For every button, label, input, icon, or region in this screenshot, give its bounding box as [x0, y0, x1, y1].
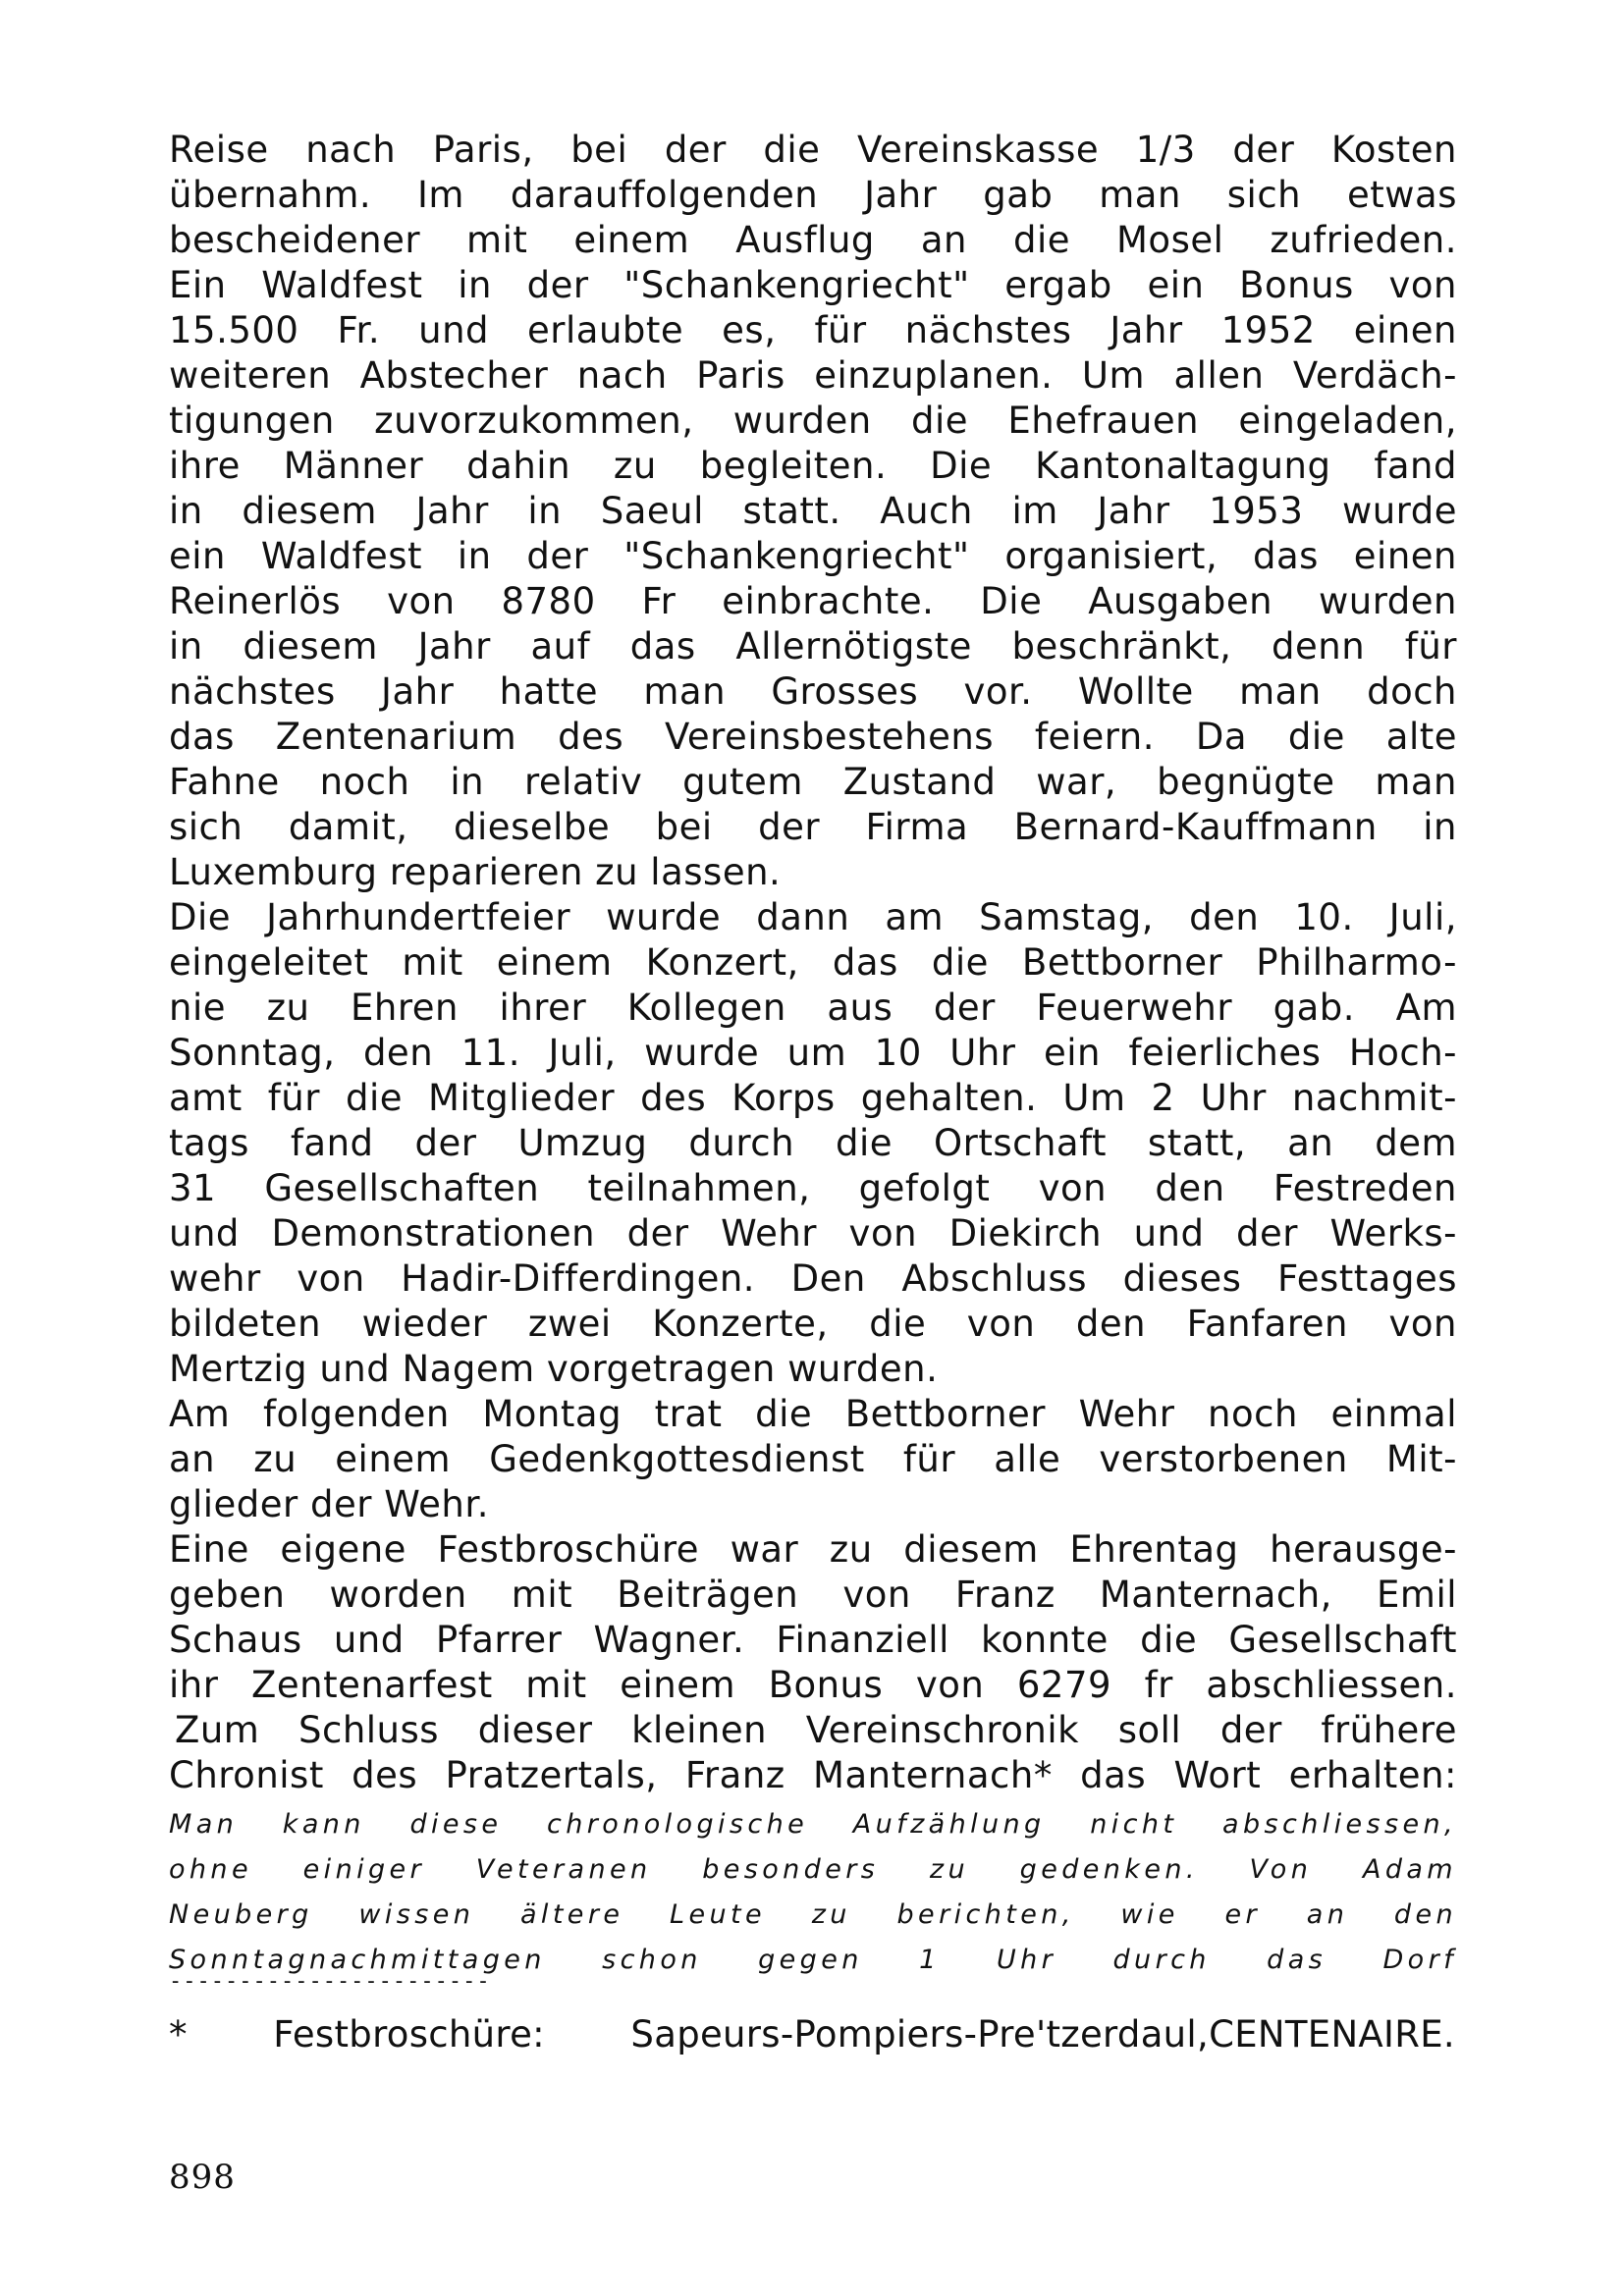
text-line: Die Jahrhundertfeier wurde dann am Samstag, den 10. Juli,: [169, 896, 1457, 938]
text-line: übernahm. Im darauffolgenden Jahr gab man sich etwas: [169, 174, 1457, 216]
text-line: tags fand der Umzug durch die Ortschaft statt, an dem: [169, 1122, 1457, 1164]
text-line: ihre Männer dahin zu begleiten. Die Kantonaltagung fand: [169, 445, 1457, 487]
text-line: wehr von Hadir-Differdingen. Den Abschluss dieses Festtages: [169, 1257, 1457, 1300]
text-line: Chronist des Pratzertals, Franz Manternach* das Wort erhalten:: [169, 1754, 1457, 1796]
text-line: an zu einem Gedenkgottesdienst für alle verstorbenen Mit-: [169, 1438, 1457, 1480]
page-number: 898: [169, 2158, 236, 2197]
text-line: ihr Zentenarfest mit einem Bonus von 6279 fr abschliessen.: [169, 1664, 1457, 1706]
text-line: Reinerlös von 8780 Fr einbrachte. Die Ausgaben wurden: [169, 580, 1457, 622]
text-line: 15.500 Fr. und erlaubte es, für nächstes Jahr 1952 einen: [169, 309, 1457, 351]
text-line: nie zu Ehren ihrer Kollegen aus der Feuerwehr gab. Am: [169, 987, 1457, 1029]
quote-line: Neuberg wissen ältere Leute zu berichten, wie er an den: [169, 1899, 1457, 1930]
quote-line: Man kann diese chronologische Aufzählung nicht abschliessen,: [169, 1809, 1457, 1840]
text-line: eingeleitet mit einem Konzert, das die Bettborner Philharmo-: [169, 941, 1457, 984]
text-line: Luxemburg reparieren zu lassen.: [169, 851, 782, 893]
text-line: weiteren Abstecher nach Paris einzuplanen. Um allen Verdäch-: [169, 354, 1457, 397]
footnote: * Festbroschüre: Sapeurs-Pompiers-Pre'tzerdaul,CENTENAIRE.: [169, 2013, 1455, 2056]
quote-line: Sonntagnachmittagen schon gegen 1 Uhr durch das Dorf: [169, 1945, 1457, 1975]
text-line: ein Waldfest in der "Schankengriecht" organisiert, das einen: [169, 535, 1457, 577]
text-line: Mertzig und Nagem vorgetragen wurden.: [169, 1348, 939, 1390]
text-line: Ein Waldfest in der "Schankengriecht" ergab ein Bonus von: [169, 264, 1457, 306]
text-line: bescheidener mit einem Ausflug an die Mosel zufrieden.: [169, 219, 1457, 261]
text-line: glieder der Wehr.: [169, 1483, 489, 1525]
text-line: Eine eigene Festbroschüre war zu diesem Ehrentag herausge-: [169, 1528, 1457, 1571]
text-line: Schaus und Pfarrer Wagner. Finanziell konnte die Gesellschaft: [169, 1619, 1457, 1661]
text-line: tigungen zuvorzukommen, wurden die Ehefrauen eingeladen,: [169, 400, 1457, 442]
text-line: Fahne noch in relativ gutem Zustand war, begnügte man: [169, 761, 1457, 803]
text-line: Zum Schluss dieser kleinen Vereinschronik soll der frühere: [175, 1709, 1457, 1751]
text-line: bildeten wieder zwei Konzerte, die von den Fanfaren von: [169, 1303, 1457, 1345]
text-line: 31 Gesellschaften teilnahmen, gefolgt von den Festreden: [169, 1167, 1457, 1209]
text-line: geben worden mit Beiträgen von Franz Manternach, Emil: [169, 1574, 1457, 1616]
footnote-rule: -----------------------: [169, 1969, 491, 1994]
text-line: das Zentenarium des Vereinsbestehens feiern. Da die alte: [169, 716, 1457, 758]
text-line: amt für die Mitglieder des Korps gehalten. Um 2 Uhr nachmit-: [169, 1077, 1457, 1119]
text-line: nächstes Jahr hatte man Grosses vor. Wollte man doch: [169, 670, 1457, 713]
text-line: in diesem Jahr in Saeul statt. Auch im Jahr 1953 wurde: [169, 490, 1457, 532]
quote-line: ohne einiger Veteranen besonders zu gedenken. Von Adam: [169, 1854, 1457, 1885]
text-line: Reise nach Paris, bei der die Vereinskasse 1/3 der Kosten: [169, 129, 1457, 171]
text-line: und Demonstrationen der Wehr von Diekirch und der Werks-: [169, 1212, 1457, 1255]
text-line: Sonntag, den 11. Juli, wurde um 10 Uhr ein feierliches Hoch-: [169, 1032, 1457, 1074]
text-line: in diesem Jahr auf das Allernötigste beschränkt, denn für: [169, 625, 1457, 667]
text-line: sich damit, dieselbe bei der Firma Bernard-Kauffmann in: [169, 806, 1457, 848]
text-line: Am folgenden Montag trat die Bettborner Wehr noch einmal: [169, 1393, 1457, 1435]
